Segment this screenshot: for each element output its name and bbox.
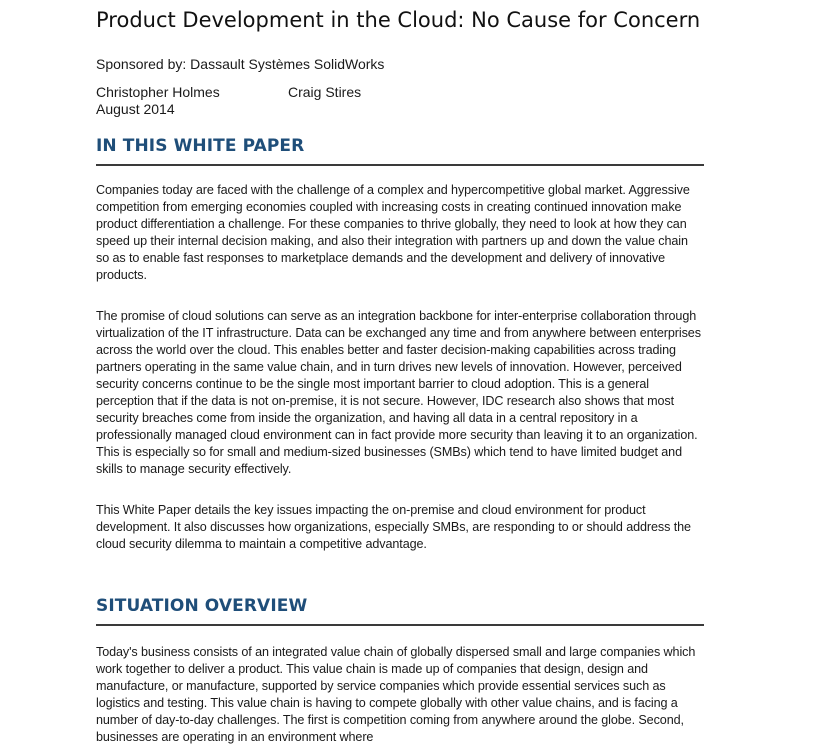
body-paragraph: Today's business consists of an integrated value chain of globally dispersed small and large companies which work together to deliver a product. This value chain is made up of companies that design, design and manufacture, or manufacture, supported by service companies which provide essential services such as logistics and testing. This value chain is having to compete globally with other value chains, and is facing a number of day-to-day challenges. The first is competition coming from anywhere around the globe. Second, businesses are operating in an environment where — [96, 645, 696, 744]
sponsor-line: Sponsored by: Dassault Systèmes SolidWorks — [96, 56, 385, 72]
section-heading-situation-overview: SITUATION OVERVIEW — [96, 596, 308, 616]
section-divider — [96, 164, 704, 166]
publication-date: August 2014 — [96, 101, 175, 117]
body-paragraph: This White Paper details the key issues impacting the on-premise and cloud environment for product development. It also discusses how organizations, especially SMBs, are responding to or should address the cloud security dilemma to maintain a competitive advantage. — [96, 503, 691, 551]
section-heading-in-this-white-paper: IN THIS WHITE PAPER — [96, 136, 305, 156]
body-paragraph: The promise of cloud solutions can serve as an integration backbone for inter-enterprise collaboration through virtualization of the IT infrastructure. Data can be exchanged any time and from anywhere between enterprises across the world over the cloud. This enables better and faster decision-making capabilities across trading partners operating in the same value chain, and in turn drives new levels of innovation. However, perceived security concerns continue to be the single most important barrier to cloud adoption. This is a general perception that if the data is not on-premise, it is not secure. However, IDC research also shows that most security breaches come from inside the organization, and having all data in a central repository in a professionally managed cloud environment can in fact provide more security than leaving it to an organization. This is especially so for small and medium-sized businesses (SMBs) which tend to have limited budget and skills to manage security effectively. — [96, 309, 701, 476]
author-name: Christopher Holmes — [96, 84, 220, 100]
document-title: Product Development in the Cloud: No Cause for Concern — [96, 8, 701, 32]
body-paragraph: Companies today are faced with the challenge of a complex and hypercompetitive global market. Aggressive competition from emerging economies coupled with increasing costs in creating continued innovation make product differentiation a challenge. For these companies to thrive globally, they need to look at how they can speed up their internal decision making, and also their integration with partners up and down the value chain so as to enable fast responses to marketplace demands and the development and delivery of innovative products. — [96, 183, 690, 282]
section-divider — [96, 624, 704, 626]
author-name: Craig Stires — [288, 84, 362, 100]
